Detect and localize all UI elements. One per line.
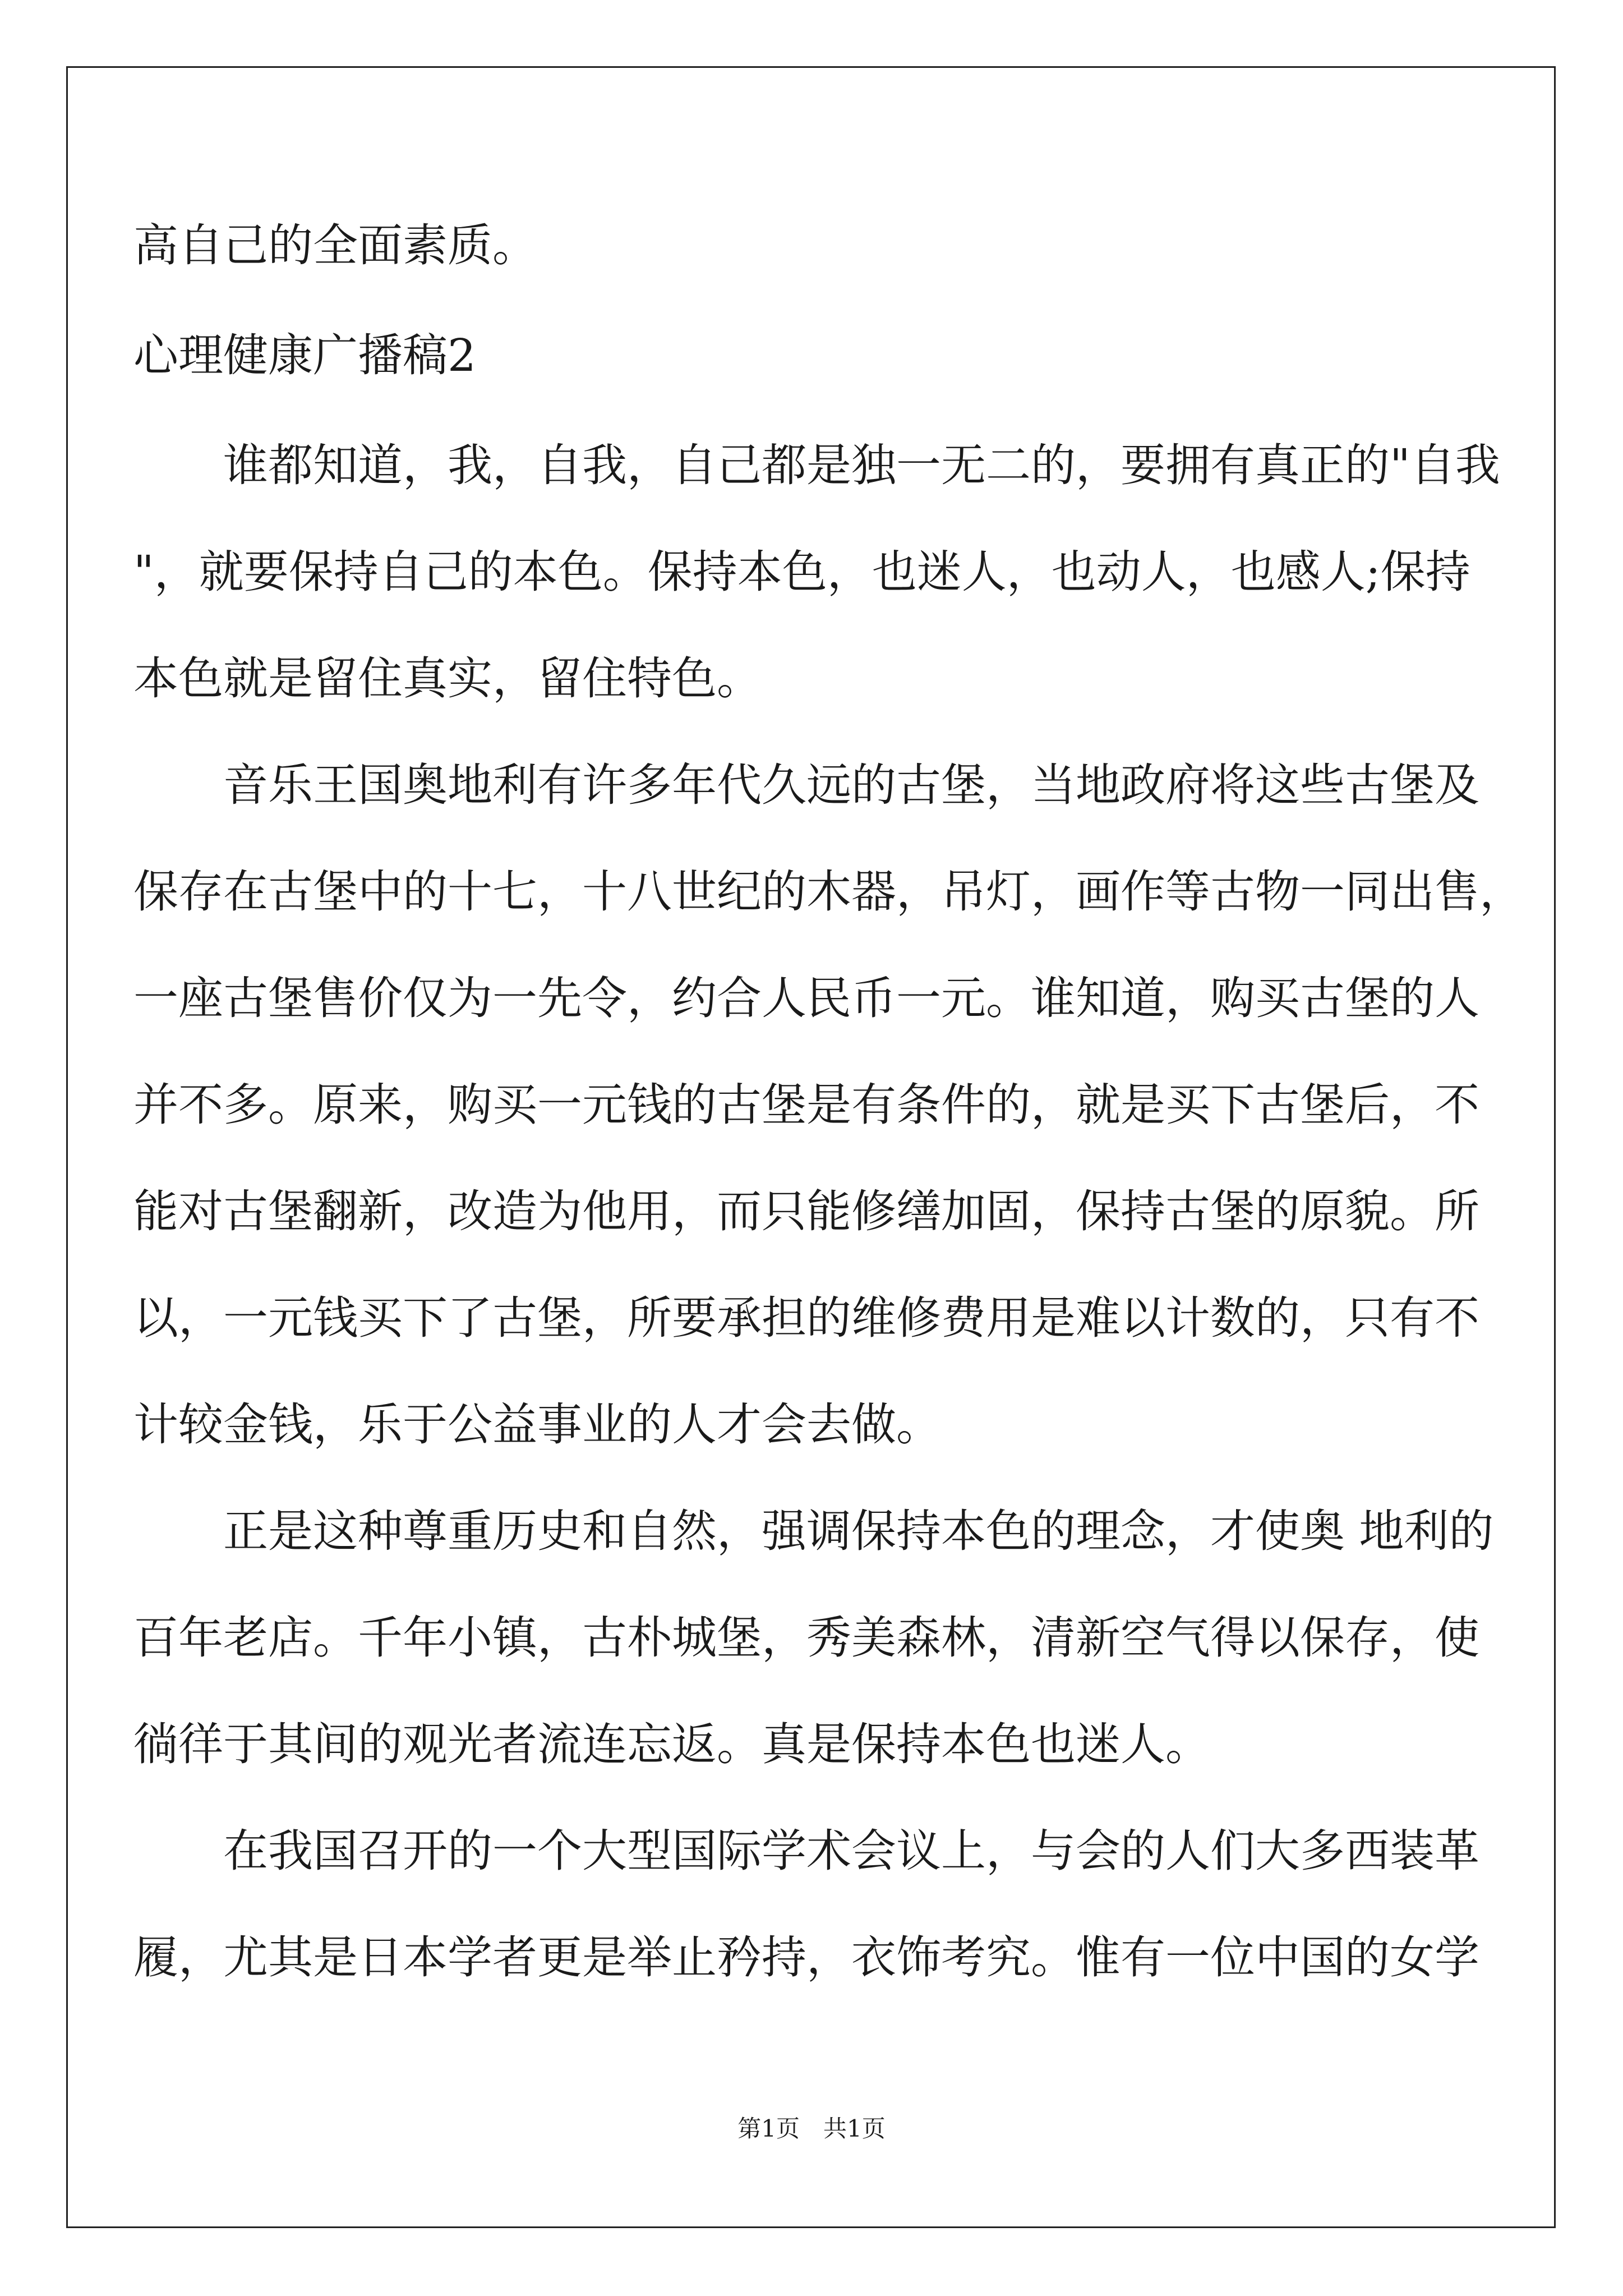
text-line: 百年老店。千年小镇，古朴城堡，秀美森林，清新空气得以保存，使 [133,1612,1479,1664]
text-line: 音乐王国奥地利有许多年代久远的古堡，当地政府将这些古堡及 [133,759,1479,811]
text-line: 徜徉于其间的观光者流连忘返。真是保持本色也迷人。 [133,1718,1210,1770]
text-line: 正是这种尊重历史和自然，强调保持本色的理念，才使奥 地利的 [133,1505,1494,1557]
text-line: "，就要保持自己的本色。保持本色，也迷人，也动人，也感人;保持 [133,546,1470,598]
text-line: 履，尤其是日本学者更是举止矜持，衣饰考究。惟有一位中国的女学 [133,1931,1479,1984]
text-line: 并不多。原来，购买一元钱的古堡是有条件的，就是买下古堡后，不 [133,1079,1479,1131]
text-line: 能对古堡翻新，改造为他用，而只能修缮加固，保持古堡的原貌。所 [133,1185,1479,1237]
text-line: 本色就是留住真实，留住特色。 [133,652,762,705]
text-line: 一座古堡售价仅为一先令，约合人民币一元。谁知道，购买古堡的人 [133,972,1479,1024]
text-line: 谁都知道，我，自我，自己都是独一无二的，要拥有真正的"自我 [133,439,1500,491]
text-line: 以，一元钱买下了古堡，所要承担的维修费用是难以计数的，只有不 [133,1292,1479,1344]
text-line: 高自己的全面素质。 [133,219,537,272]
text-line: 保存在古堡中的十七，十八世纪的木器，吊灯，画作等古物一同出售， [133,866,1524,918]
page-footer: 第1页 共1页 [737,2115,886,2142]
page-border [66,66,1556,2228]
section-heading: 心理健康广播稿2 [133,329,476,381]
text-line: 在我国召开的一个大型国际学术会议上，与会的人们大多西装革 [133,1825,1479,1877]
text-line: 计较金钱，乐于公益事业的人才会去做。 [133,1398,941,1451]
